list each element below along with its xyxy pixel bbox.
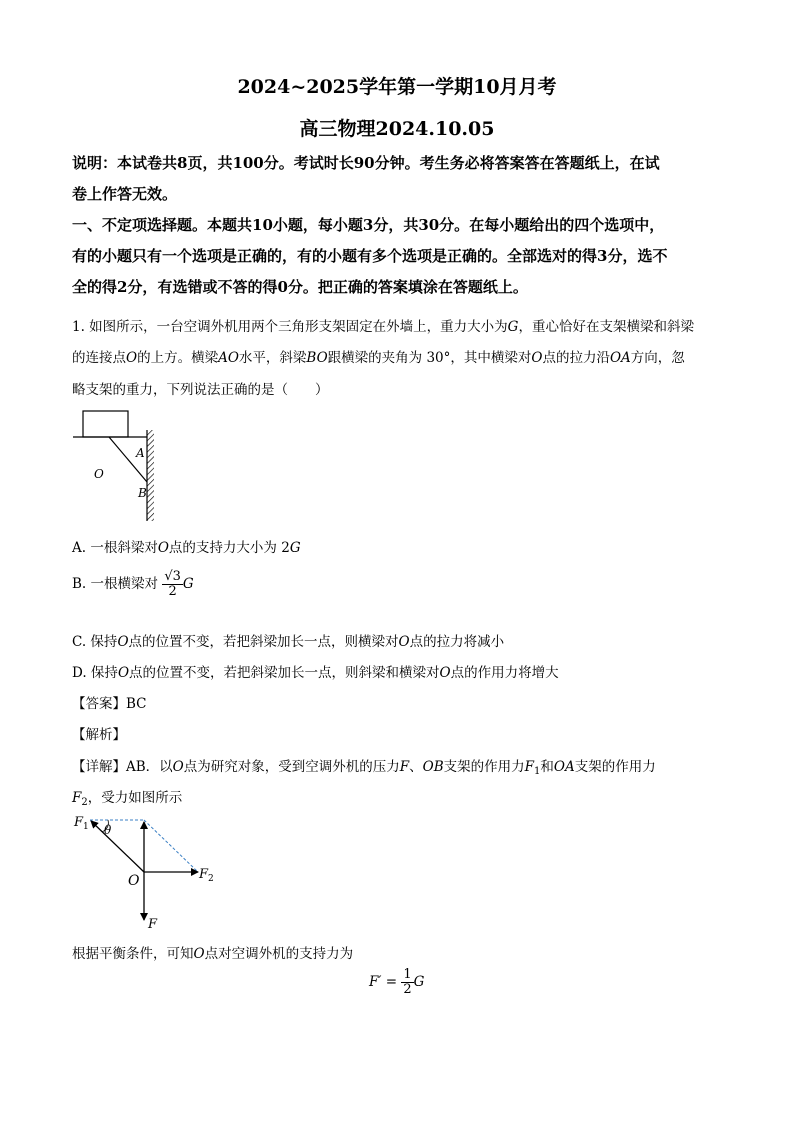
label-f1: $F_1$	[74, 815, 89, 832]
force-f1-arrow	[91, 821, 144, 872]
section-heading-line-3: 全的得2分，有选错或不答的得0分。把正确的答案填涂在答题纸上。	[72, 278, 528, 296]
question-1-line-2: 的连接点O的上方。横梁AO水平，斜梁BO跟横梁的夹角为 30°，其中横梁对O点的拉力沿OA方向，忽	[72, 350, 685, 366]
option-a: A. 一根斜梁对O点的支持力大小为 2G	[72, 540, 301, 556]
label-b: B	[138, 486, 147, 500]
question-1-line-1: 1. 如图所示，一台空调外机用两个三角形支架固定在外墙上，重力大小为G，重心恰好在支架横梁和斜梁	[72, 319, 694, 335]
support-force-formula: F′ = $\frac{1}{2}$ G	[369, 967, 425, 997]
option-b: B. 一根横梁对 $\frac{√3}{2}$ G	[72, 569, 194, 599]
detail-line-1: 【详解】AB．以O点为研究对象，受到空调外机的压力F、OB支架的作用力$F_1$和OA支架的作用力	[72, 759, 656, 777]
section-heading-line-2: 有的小题只有一个选项是正确的，有的小题有多个选项是正确的。全部选对的得3分，选不	[72, 247, 668, 265]
dashed-diagonal-line	[144, 820, 198, 872]
label-o-point: O	[128, 873, 140, 889]
wall-hatching	[147, 430, 154, 521]
question-1-line-3: 略支架的重力，下列说法正确的是（ ）	[72, 382, 329, 398]
exam-title: 2024~2025学年第一学期10月月考	[237, 76, 557, 98]
label-a: A	[136, 446, 145, 460]
equilibrium-line: 根据平衡条件，可知O点对空调外机的支持力为	[72, 946, 354, 962]
analysis-label: 【解析】	[72, 727, 126, 743]
label-f2: $F_2$	[199, 867, 214, 884]
option-d: D. 保持O点的位置不变，若把斜梁加长一点，则斜梁和横梁对O点的作用力将增大	[72, 665, 559, 681]
section-heading-line-1: 一、不定项选择题。本题共10小题，每小题3分，共30分。在每小题给出的四个选项中，	[72, 216, 665, 234]
instructions-line-1: 说明：本试卷共8页，共100分。考试时长90分钟。考生务必将答案答在答题纸上，在试	[72, 154, 660, 172]
exam-subtitle: 高三物理2024.10.05	[299, 118, 495, 140]
detail-line-2: $F_2$，受力如图所示	[72, 790, 183, 808]
instructions-line-2: 卷上作答无效。	[72, 185, 178, 203]
label-o: O	[94, 467, 104, 481]
option-c: C. 保持O点的位置不变，若把斜梁加长一点，则横梁对O点的拉力将减小	[72, 634, 505, 650]
label-theta: θ	[104, 823, 112, 837]
label-f: F	[148, 917, 158, 932]
one-half-fraction: $\frac{1}{2}$	[403, 967, 412, 997]
ac-unit-box	[83, 411, 128, 437]
bracket-figure	[72, 408, 162, 524]
sqrt3-over-2-fraction: $\frac{√3}{2}$	[164, 569, 181, 599]
answer-line: 【答案】BC	[72, 696, 147, 712]
force-diagram	[72, 810, 232, 935]
